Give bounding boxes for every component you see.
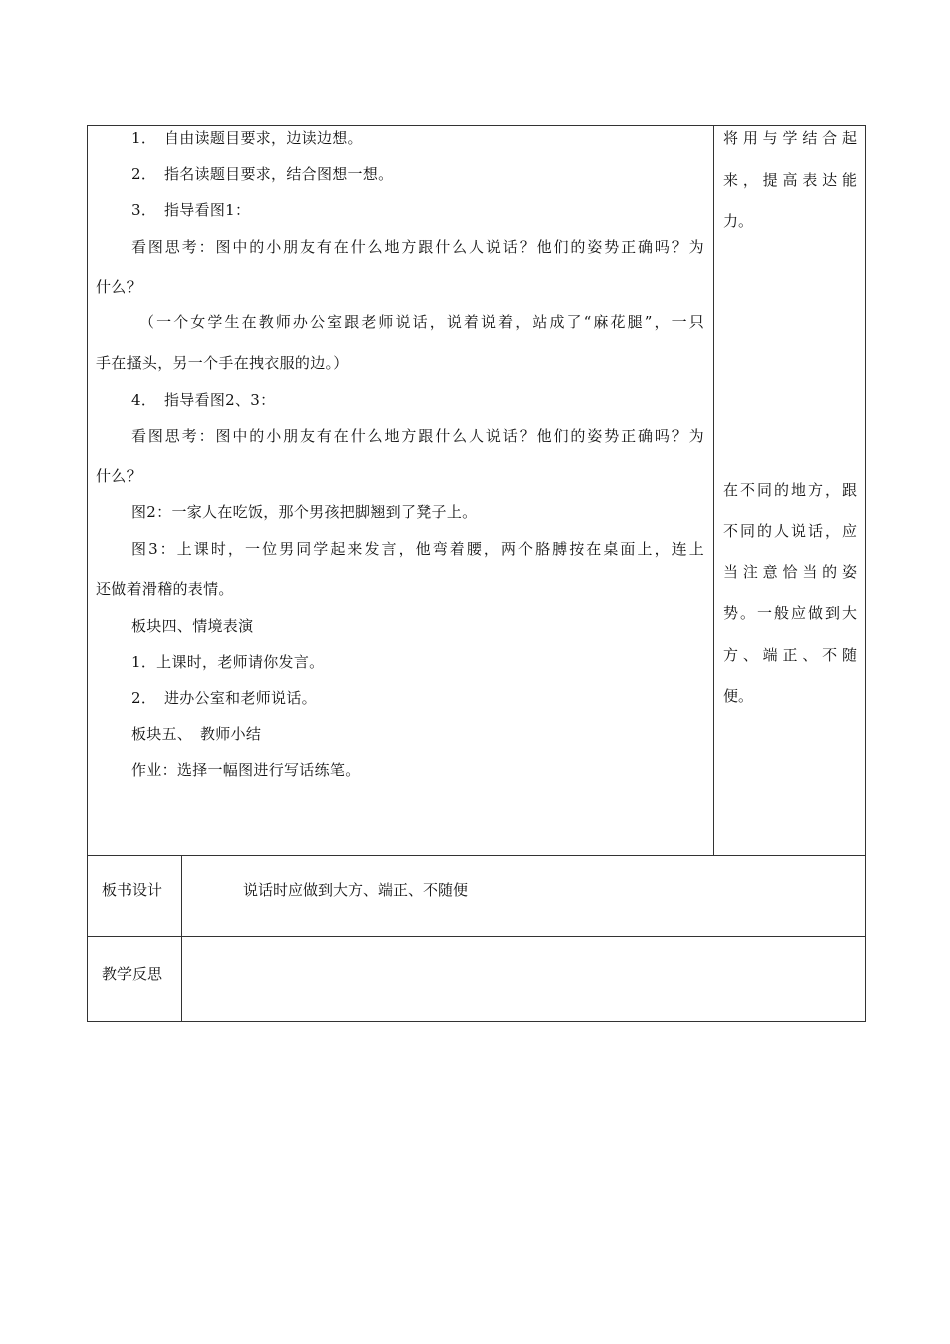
- side-note-line: 势。一般应做到大: [723, 604, 857, 622]
- process-line: 2． 进办公室和老师说话。: [131, 689, 317, 707]
- process-line: 看图思考：图中的小朋友有在什么地方跟什么人说话？他们的姿势正确吗？为: [131, 427, 704, 445]
- teaching-reflection-content[interactable]: [195, 964, 855, 1004]
- process-line: 1． 自由读题目要求，边读边想。: [131, 129, 363, 147]
- row-divider-reflection: [87, 936, 866, 937]
- process-line: 板块五、 教师小结: [131, 725, 262, 743]
- side-note-line: 将用与学结合起: [723, 129, 857, 147]
- process-line: 4． 指导看图2、3：: [131, 391, 276, 409]
- process-line: 图3：上课时，一位男同学起来发言，他弯着腰，两个胳膊按在桌面上，连上: [131, 540, 704, 558]
- process-line: 什么？: [96, 278, 142, 296]
- process-line: 2． 指名读题目要求，结合图想一想。: [131, 165, 394, 183]
- teaching-reflection-label: 教学反思: [102, 965, 163, 983]
- process-line: 还做着滑稽的表情。: [96, 580, 234, 598]
- row-divider-board: [87, 855, 866, 856]
- label-column-divider: [181, 855, 182, 1022]
- process-line: 手在搔头，另一个手在拽衣服的边。）: [96, 354, 349, 372]
- side-note-line: 来，提高表达能: [723, 171, 857, 189]
- side-note-line: 力。: [723, 212, 754, 230]
- process-line: 什么？: [96, 467, 142, 485]
- process-line: 3． 指导看图1：: [131, 201, 251, 219]
- process-line: 1．上课时，老师请你发言。: [131, 653, 325, 671]
- process-line: （一个女学生在教师办公室跟老师说话，说着说着，站成了“麻花腿”，一只: [139, 313, 704, 331]
- process-line: 图2：一家人在吃饭，那个男孩把脚翘到了凳子上。: [131, 503, 478, 521]
- process-line: 作业：选择一幅图进行写话练笔。: [131, 761, 361, 779]
- side-note-line: 不同的人说话，应: [723, 522, 857, 540]
- board-design-content: 说话时应做到大方、端正、不随便: [243, 881, 469, 899]
- side-column-divider: [713, 125, 714, 856]
- side-note-line: 便。: [723, 687, 754, 705]
- process-line: 看图思考：图中的小朋友有在什么地方跟什么人说话？他们的姿势正确吗？为: [131, 238, 704, 256]
- process-line: 板块四、情境表演: [131, 617, 254, 635]
- board-design-label: 板书设计: [102, 881, 163, 899]
- side-note-line: 在不同的地方，跟: [723, 481, 857, 499]
- side-note-line: 方、端正、不随: [723, 646, 857, 664]
- side-note-line: 当注意恰当的姿: [723, 563, 857, 581]
